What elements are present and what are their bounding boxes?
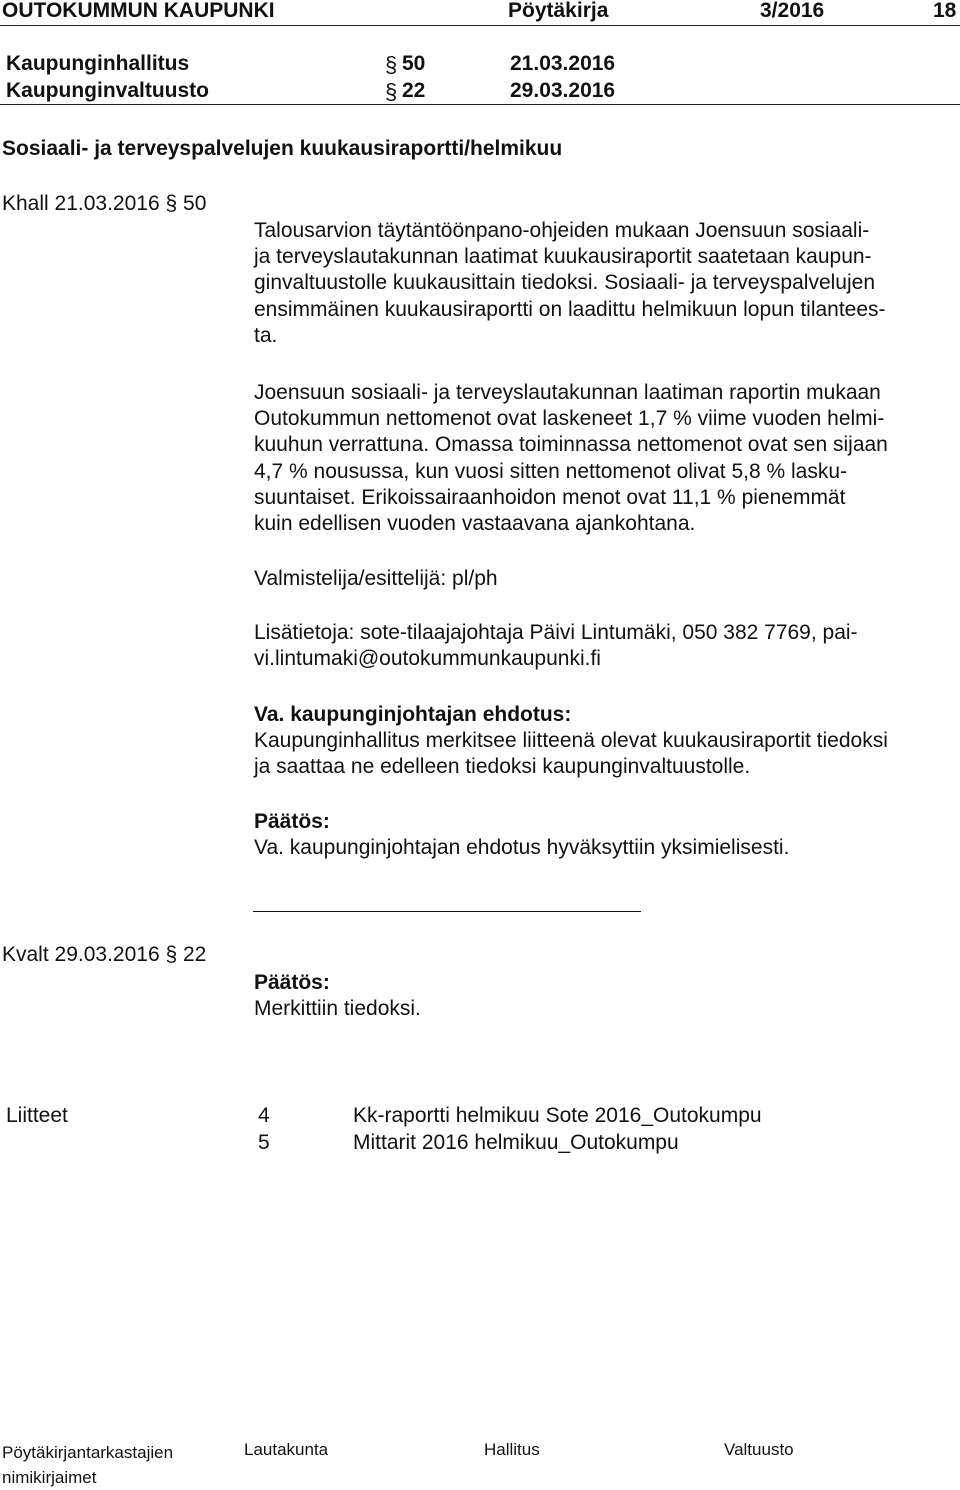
meeting-date-kvalt: 29.03.2016 [510,79,616,102]
section-symbol: § [165,192,178,215]
page-number: 18 [933,0,957,22]
text-line: ginvaltuustolle kuukausittain tiedoksi. Sosiaali- ja terveyspalvelujen [254,271,876,295]
proposal-block [254,702,954,781]
decision-heading: Päätös: [254,810,330,833]
text-line: ensimmäinen kuukausiraportti on laadittu helmikuun lopun tilantees- [254,297,886,321]
decision-text: Merkittiin tiedoksi. [254,997,421,1021]
footer-signers-line1: Pöytäkirjantarkastajien [2,1443,174,1462]
khall-reference [2,192,206,216]
footer-signers [2,1440,173,1490]
kvalt-section-number: 22 [183,943,207,966]
text-line: Outokummun nettomenot ovat laskeneet 1,7 % viime vuoden helmi- [254,407,885,431]
khall-section-number: 50 [183,192,207,215]
intro-paragraph [254,218,954,349]
footer-col-hallitus: Hallitus [484,1440,540,1459]
org-name: OUTOKUMMUN KAUPUNKI [2,0,275,22]
report-paragraph [254,380,954,537]
khall-ref-date: Khall 21.03.2016 [2,192,160,215]
contact-email: vi.lintumaki@outokummunkaupunki.fi [254,647,601,671]
preparer-line [254,566,954,592]
text-line: kuuhun verrattuna. Omassa toiminnassa nettomenot ovat sen sijaan [254,433,888,457]
text-line: Talousarvion täytäntöönpano-ohjeiden mukaan Joensuun sosiaali- [254,219,870,242]
section-number-khall: 50 [402,52,426,75]
kvalt-decision-block [254,970,954,1022]
text-line: Joensuun sosiaali- ja terveyslautakunnan laatiman raportin mukaan [254,381,881,404]
body-name-kvalt: Kaupunginvaltuusto [6,79,209,102]
text-line: ta. [254,323,278,347]
attachment-number: 5 [258,1131,270,1154]
text-line: Lisätietoja: sote-tilaajajohtaja Päivi Lintumäki, 050 382 7769, pai- [254,621,858,644]
section-symbol: § [385,79,398,104]
section-symbol: § [385,52,398,77]
footer-signers-line2: nimikirjaimet [2,1468,97,1487]
header-rule [0,25,960,26]
text-line: suuntaiset. Erikoissairaanhoidon menot ovat 11,1 % pienemmät [254,485,846,509]
attachments-label: Liitteet [6,1104,68,1127]
meeting-date-khall: 21.03.2016 [510,52,616,75]
subheader-rule [0,104,960,105]
section-symbol: § [165,943,178,966]
text-line: ja saattaa ne edelleen tiedoksi kaupunginvaltuustolle. [254,755,751,779]
attachment-name: Kk-raportti helmikuu Sote 2016_Outokumpu [353,1104,762,1127]
proposal-heading: Va. kaupunginjohtajan ehdotus: [254,703,572,726]
doc-type: Pöytäkirja [508,0,609,22]
body-name-khall: Kaupunginhallitus [6,52,190,75]
khall-decision-block [254,809,954,861]
separator-line [253,911,641,912]
kvalt-reference [2,943,206,967]
decision-heading: Päätös: [254,971,330,994]
text-line: Kaupunginhallitus merkitsee liitteenä olevat kuukausiraportit tiedoksi [254,729,888,753]
section-number-kvalt: 22 [402,79,426,102]
doc-issue: 3/2016 [760,0,825,22]
document-title: Sosiaali- ja terveyspalvelujen kuukausiraportti/helmikuu [2,137,563,160]
footer-col-valtuusto: Valtuusto [724,1440,794,1459]
preparer-text: Valmistelija/esittelijä: pl/ph [254,567,498,590]
decision-text: Va. kaupunginjohtajan ehdotus hyväksyttiin yksimielisesti. [254,836,790,860]
text-line: kuin edellisen vuoden vastaavana ajankohtana. [254,512,696,536]
text-line: ja terveyslautakunnan laatimat kuukausiraportit saatetaan kaupun- [254,245,872,269]
text-line: 4,7 % nousussa, kun vuosi sitten nettomenot olivat 5,8 % lasku- [254,459,847,483]
footer-col-lautakunta: Lautakunta [244,1440,329,1459]
kvalt-ref-date: Kvalt 29.03.2016 [2,943,160,966]
attachment-number: 4 [258,1104,270,1127]
info-paragraph [254,620,954,672]
attachment-name: Mittarit 2016 helmikuu_Outokumpu [353,1131,679,1154]
